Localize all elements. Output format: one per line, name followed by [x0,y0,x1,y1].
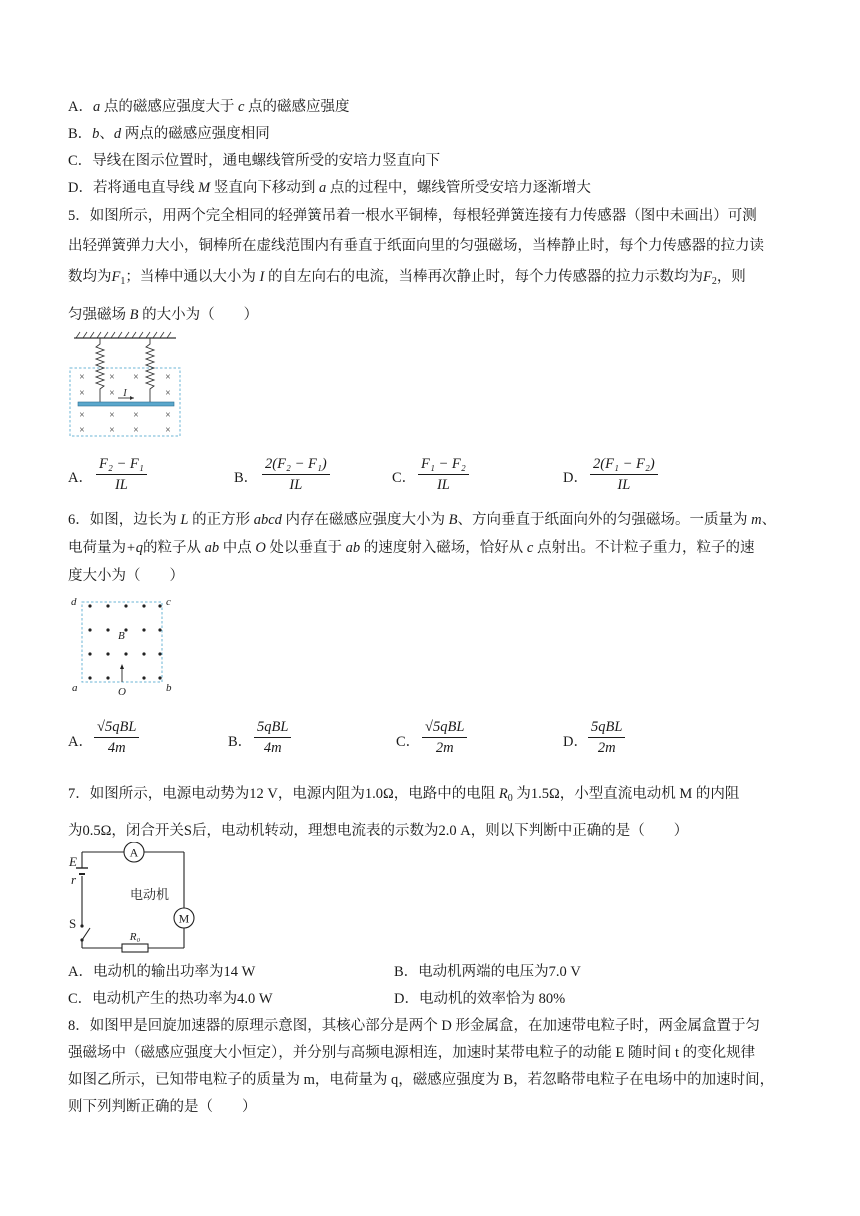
q8-stem-line2: 强磁场中（磁感应强度大小恒定），并分别与高频电源相连，加速时某带电粒子的动能 E 随时间 t 的变化规律 [68,1045,756,1061]
q6-option-a-fraction: √5qBL 4m [94,718,139,757]
q6-square-field-figure [68,594,180,698]
q7-circuit-figure [68,842,204,958]
q5-option-a-fraction: F₂ − F₁ IL [96,455,147,494]
q7-option-c: C．电动机产生的热功率为4.0 W [68,991,273,1007]
q5-option-c-fraction: F₁ − F₂ IL [418,455,469,494]
q4-option-b: B．b、d 两点的磁感应强度相同 [68,126,270,142]
q5-stem-line4: 匀强磁场 B 的大小为（ ） [68,307,259,323]
q7-fig-resistor-label: R₀ [129,931,141,943]
svg-text:×: × [133,372,139,383]
q8-stem-line1: 8．如图甲是回旋加速器的原理示意图，其核心部分是两个 D 形金属盒，在加速带电粒子时，两金属盒置于匀 [68,1018,760,1034]
q6-option-b: B． [228,734,253,750]
q5-stem-line3: 数均为$F_1$；当棒中通以大小为 I 的自左向右的电流，当棒再次静止时，每个力传感器的拉力示数均为$F_2$，则 [68,269,746,287]
q7-fig-switch-label: S [69,916,77,931]
q6-fig-label-d: d [71,596,77,608]
svg-text:×: × [79,372,85,383]
q5-spring-figure [68,330,184,438]
q5-option-a: A． [68,470,93,486]
svg-text:×: × [165,410,171,421]
svg-text:×: × [109,372,115,383]
q5-option-c: C． [392,470,417,486]
q8-stem-line3: 如图乙所示，已知带电粒子的质量为 m，电荷量为 q，磁感应强度为 B，若忽略带电粒子在电场中的加速时间， [68,1072,775,1088]
q7-stem-line1: 7．如图所示，电源电动势为12 V，电源内阻为1.0Ω，电路中的电阻 $R_0$ 为1.5Ω，小型直流电动机 M 的内阻 [68,786,740,804]
q6-stem-line3: 度大小为（ ） [68,568,184,584]
q7-fig-motor-label: 电动机 [130,887,170,902]
q7-fig-motor-symbol: M [178,911,190,926]
q6-fig-label-c: c [166,596,171,608]
q6-option-b-fraction: 5qBL 4m [254,718,291,757]
svg-text:×: × [133,410,139,421]
svg-text:×: × [109,425,115,436]
q5-option-d-fraction: 2(F₁ − F₂) IL [590,455,658,494]
q6-option-c-fraction: √5qBL 2m [422,718,467,757]
q5-option-b-fraction: 2(F₂ − F₁) IL [262,455,330,494]
q6-option-c: C． [396,734,421,750]
q8-stem-line4: 则下列判断正确的是（ ） [68,1099,257,1115]
q7-option-b: B．电动机两端的电压为7.0 V [394,964,581,980]
svg-text:×: × [165,372,171,383]
q5-stem-line2: 出轻弹簧弹力大小，铜棒所在虚线范围内有垂直于纸面向里的匀强磁场，当棒静止时，每个力传感器的拉力读 [68,238,764,254]
q6-option-a: A． [68,734,93,750]
q5-option-b: B． [234,470,259,486]
q6-stem-line1: 6．如图，边长为 L 的正方形 abcd 内存在磁感应强度大小为 B、方向垂直于纸面向外的匀强磁场。一质量为 m、 [68,512,777,528]
q5-stem-line1: 5．如图所示，用两个完全相同的轻弹簧吊着一根水平铜棒，每根轻弹簧连接有力传感器（图中未画出）可测 [68,208,757,224]
q6-fig-label-b: b [166,682,172,694]
q7-fig-emf-label: E [69,854,77,869]
q4-option-d: D．若将通电直导线 M 竖直向下移动到 a 点的过程中，螺线管所受安培力逐渐增大 [68,180,591,196]
svg-text:×: × [165,388,171,399]
svg-text:×: × [79,388,85,399]
svg-text:×: × [79,425,85,436]
q5-fig-current-label: I [123,387,127,399]
svg-text:×: × [109,388,115,399]
q7-option-d: D．电动机的效率恰为 80% [394,991,566,1007]
q6-fig-label-a: a [72,682,78,694]
q5-option-d: D． [563,470,588,486]
q4-option-c: C．导线在图示位置时，通电螺线管所受的安培力竖直向下 [68,153,441,169]
q6-option-d: D． [563,734,588,750]
svg-text:×: × [133,425,139,436]
q7-stem-line2: 为0.5Ω，闭合开关S后，电动机转动，理想电流表的示数为2.0 A，则以下判断中正确的是（ ） [68,823,689,839]
q6-fig-label-o: O [118,686,126,698]
q6-option-d-fraction: 5qBL 2m [588,718,625,757]
svg-text:×: × [109,410,115,421]
q6-fig-label-field: B [118,630,125,642]
q4-option-a: A．a 点的磁感应强度大于 c 点的磁感应强度 [68,99,350,115]
q7-fig-ammeter-label: A [129,845,139,860]
q7-fig-internal-resistance-label: r [71,872,77,887]
svg-text:×: × [79,410,85,421]
svg-text:×: × [165,425,171,436]
q7-option-a: A．电动机的输出功率为14 W [68,964,256,980]
q6-stem-line2: 电荷量为+q的粒子从 ab 中点 O 处以垂直于 ab 的速度射入磁场，恰好从 c 点射出。不计粒子重力，粒子的速 [68,540,755,556]
